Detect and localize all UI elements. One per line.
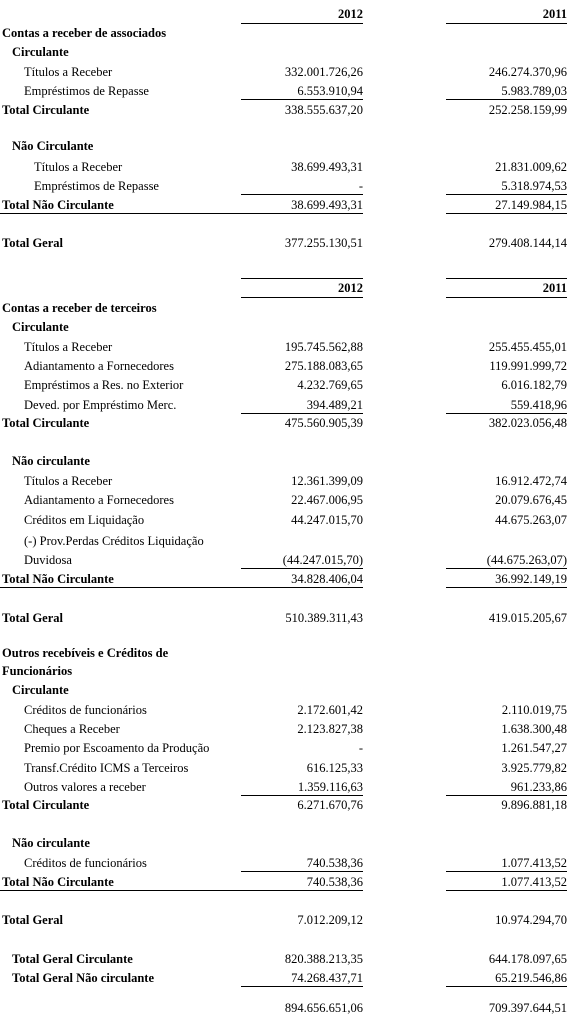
- line-item-label: Cheques a Receber: [24, 722, 120, 736]
- line-item-value-2011: 3.925.779,82: [501, 761, 567, 775]
- header-top-rule-2012: [241, 278, 363, 279]
- year-header-2012: 2012: [338, 281, 363, 295]
- line-item-label: Empréstimos a Res. no Exterior: [24, 378, 184, 392]
- line-item-value-2011: 961.233,86: [510, 780, 567, 794]
- summary-row-value-2011: 644.178.097,65: [488, 952, 567, 966]
- line-item-value-2011: 1.077.413,52: [501, 856, 567, 870]
- subtotal-row-value-2011: 9.896.881,18: [501, 798, 567, 812]
- summary-row-value-2012: 820.388.213,35: [284, 952, 363, 966]
- line-item-label: Títulos a Receber: [24, 474, 113, 488]
- line-item-value-2011: 119.991.999,72: [489, 359, 567, 373]
- line-item-label: Títulos a Receber: [34, 160, 123, 174]
- line-item-value-2011: 16.912.472,74: [495, 474, 567, 488]
- line-item: [0, 854, 570, 872]
- underline-2012: [241, 871, 363, 872]
- summary-row: [0, 969, 570, 987]
- line-item-value-2011: 20.079.676,45: [495, 493, 567, 507]
- line-item-value-2011: 44.675.263,07: [495, 513, 567, 527]
- year-header-row: [0, 5, 570, 23]
- group-title-text: Não circulante: [12, 836, 90, 850]
- grand-total-row-value-2012: 510.389.311,43: [285, 611, 363, 625]
- group-title-text: Não Circulante: [12, 139, 94, 153]
- line-item-value-2012: 740.538,36: [306, 856, 363, 870]
- line-item-value-2012: 38.699.493,31: [291, 160, 363, 174]
- subtotal-row-label: Total Circulante: [2, 416, 90, 430]
- line-item-value-2012: -: [358, 741, 363, 755]
- line-item-value-2012: 1.359.116,63: [297, 780, 363, 794]
- line-item: [0, 177, 570, 195]
- final-total-row-value-2011: 709.397.644,51: [488, 1001, 567, 1015]
- line-item-label: Empréstimos de Repasse: [34, 179, 159, 193]
- subtotal-row-label: Total Não Circulante: [2, 198, 114, 212]
- summary-row-value-2012: 74.268.437,71: [291, 971, 363, 985]
- header-rule-2011: [446, 297, 567, 298]
- section-title: [0, 644, 570, 662]
- line-item-value-2012: 2.172.601,42: [297, 703, 363, 717]
- grand-total-row-label: Total Geral: [2, 913, 63, 927]
- line-item: [0, 82, 570, 100]
- grand-total-row-value-2011: 419.015.205,67: [488, 611, 567, 625]
- group-title: [0, 318, 570, 336]
- line-item-value-2012: 616.125,33: [306, 761, 363, 775]
- underline-2012: [0, 587, 363, 588]
- subtotal-row-label: Total Circulante: [2, 798, 90, 812]
- line-item: [0, 158, 570, 176]
- underline-2012: [241, 99, 363, 100]
- grand-total-row: [0, 234, 570, 252]
- line-item-label: Adiantamento a Fornecedores: [24, 359, 174, 373]
- group-title-text: Circulante: [12, 683, 69, 697]
- subtotal-row: [0, 796, 570, 814]
- section-title: [0, 299, 570, 317]
- subtotal-row-value-2011: 36.992.149,19: [495, 572, 567, 586]
- line-item-label: Títulos a Receber: [24, 340, 113, 354]
- line-item-label: Deved. por Empréstimo Merc.: [24, 398, 177, 412]
- section-title: [0, 662, 570, 680]
- line-item-value-2012: 394.489,21: [306, 398, 363, 412]
- grand-total-row-value-2012: 7.012.209,12: [297, 913, 363, 927]
- line-item-value-2012: 195.745.562,88: [284, 340, 363, 354]
- underline-2011: [446, 587, 567, 588]
- grand-total-row-label: Total Geral: [2, 611, 63, 625]
- line-item-value-2011: 246.274.370,96: [488, 65, 567, 79]
- underline-2012: [0, 213, 363, 214]
- underline-2011: [446, 568, 567, 569]
- header-top-rule-2011: [446, 278, 567, 279]
- line-item-value-2012: 332.001.726,26: [284, 65, 363, 79]
- group-title: [0, 834, 570, 852]
- underline-2011: [446, 99, 567, 100]
- line-item: [0, 739, 570, 757]
- line-item-value-2011: 559.418,96: [510, 398, 567, 412]
- group-title: [0, 681, 570, 699]
- line-item-value-2011: 5.983.789,03: [501, 84, 567, 98]
- grand-total-row-value-2011: 279.408.144,14: [488, 236, 567, 250]
- line-item-value-2011: (44.675.263,07): [486, 553, 567, 567]
- line-item: [0, 511, 570, 529]
- subtotal-row-label: Total Não Circulante: [2, 572, 114, 586]
- line-item: [0, 472, 570, 490]
- line-item-label: Duvidosa: [24, 553, 72, 567]
- line-item: [0, 551, 570, 569]
- line-item: [0, 376, 570, 394]
- line-item-value-2012: 275.188.083,65: [284, 359, 363, 373]
- line-item-value-2011: 5.318.974,53: [501, 179, 567, 193]
- line-item: [0, 357, 570, 375]
- year-header-2011: 2011: [542, 7, 567, 21]
- underline-2011: [446, 871, 567, 872]
- group-title-text: Circulante: [12, 320, 69, 334]
- line-item: [0, 778, 570, 796]
- line-item: [0, 720, 570, 738]
- line-item-label: Empréstimos de Repasse: [24, 84, 149, 98]
- subtotal-row: [0, 414, 570, 432]
- subtotal-row-value-2012: 338.555.637,20: [284, 103, 363, 117]
- subtotal-row-value-2011: 1.077.413,52: [501, 875, 567, 889]
- subtotal-row-value-2012: 6.271.670,76: [297, 798, 363, 812]
- group-title: [0, 452, 570, 470]
- line-item-value-2012: 12.361.399,09: [291, 474, 363, 488]
- line-item-label: Títulos a Receber: [24, 65, 113, 79]
- line-item: [0, 63, 570, 81]
- subtotal-row-label: Total Não Circulante: [2, 875, 114, 889]
- line-item-value-2011: 2.110.019,75: [501, 703, 567, 717]
- section-title-text: Outros recebíveis e Créditos de: [2, 646, 169, 660]
- line-item-label: Créditos de funcionários: [24, 703, 147, 717]
- line-item-label: (-) Prov.Perdas Créditos Liquidação: [24, 534, 204, 548]
- line-item-value-2012: -: [358, 179, 363, 193]
- subtotal-row-value-2011: 382.023.056,48: [488, 416, 567, 430]
- line-item-label: Créditos de funcionários: [24, 856, 147, 870]
- underline-2012: [241, 986, 363, 987]
- year-header-2012: 2012: [338, 7, 363, 21]
- line-item-value-2011: 1.261.547,27: [501, 741, 567, 755]
- final-total-row: [0, 999, 570, 1017]
- line-item: [0, 532, 570, 550]
- line-item-label: Adiantamento a Fornecedores: [24, 493, 174, 507]
- underline-2011: [446, 890, 567, 891]
- subtotal-row: [0, 570, 570, 588]
- header-rule-2012: [241, 297, 363, 298]
- subtotal-row-value-2012: 475.560.905,39: [284, 416, 363, 430]
- subtotal-row-label: Total Circulante: [2, 103, 90, 117]
- grand-total-row: [0, 911, 570, 929]
- line-item: [0, 396, 570, 414]
- group-title-text: Circulante: [12, 45, 69, 59]
- section-title-text: Contas a receber de associados: [2, 26, 167, 40]
- section-title-text: Funcionários: [2, 664, 73, 678]
- underline-2012: [0, 890, 363, 891]
- line-item-value-2011: 6.016.182,79: [501, 378, 567, 392]
- grand-total-row: [0, 609, 570, 627]
- year-header-row: [0, 279, 570, 297]
- section-title-text: Contas a receber de terceiros: [2, 301, 157, 315]
- line-item: [0, 701, 570, 719]
- summary-row-label: Total Geral Não circulante: [12, 971, 154, 985]
- subtotal-row-value-2012: 740.538,36: [306, 875, 363, 889]
- group-title-text: Não circulante: [12, 454, 90, 468]
- subtotal-row: [0, 101, 570, 119]
- subtotal-row: [0, 873, 570, 891]
- line-item-value-2012: 4.232.769,65: [297, 378, 363, 392]
- section-title: [0, 24, 570, 42]
- line-item-value-2011: 21.831.009,62: [495, 160, 567, 174]
- summary-row-label: Total Geral Circulante: [12, 952, 133, 966]
- summary-row-value-2011: 65.219.546,86: [495, 971, 567, 985]
- line-item: [0, 491, 570, 509]
- grand-total-row-value-2011: 10.974.294,70: [495, 913, 567, 927]
- line-item-value-2012: 2.123.827,38: [297, 722, 363, 736]
- group-title: [0, 137, 570, 155]
- line-item-value-2012: 22.467.006,95: [291, 493, 363, 507]
- line-item-value-2012: (44.247.015,70): [282, 553, 363, 567]
- underline-2012: [241, 194, 363, 195]
- line-item-label: Premio por Escoamento da Produção: [24, 741, 210, 755]
- subtotal-row-value-2011: 252.258.159,99: [488, 103, 567, 117]
- line-item-label: Créditos em Liquidação: [24, 513, 145, 527]
- underline-2011: [446, 213, 567, 214]
- year-header-2011: 2011: [542, 281, 567, 295]
- line-item-label: Outros valores a receber: [24, 780, 146, 794]
- line-item: [0, 759, 570, 777]
- summary-row: [0, 950, 570, 968]
- underline-2012: [241, 568, 363, 569]
- subtotal-row-value-2012: 34.828.406,04: [291, 572, 363, 586]
- subtotal-row-value-2011: 27.149.984,15: [495, 198, 567, 212]
- grand-total-row-value-2012: 377.255.130,51: [284, 236, 363, 250]
- subtotal-row: [0, 196, 570, 214]
- line-item-value-2012: 44.247.015,70: [291, 513, 363, 527]
- line-item-label: Transf.Crédito ICMS a Terceiros: [24, 761, 189, 775]
- grand-total-row-label: Total Geral: [2, 236, 63, 250]
- line-item-value-2012: 6.553.910,94: [297, 84, 363, 98]
- line-item-value-2011: 1.638.300,48: [501, 722, 567, 736]
- underline-2011: [446, 986, 567, 987]
- line-item-value-2011: 255.455.455,01: [488, 340, 567, 354]
- subtotal-row-value-2012: 38.699.493,31: [291, 198, 363, 212]
- underline-2011: [446, 194, 567, 195]
- final-total-row-value-2012: 894.656.651,06: [284, 1001, 363, 1015]
- group-title: [0, 43, 570, 61]
- line-item: [0, 338, 570, 356]
